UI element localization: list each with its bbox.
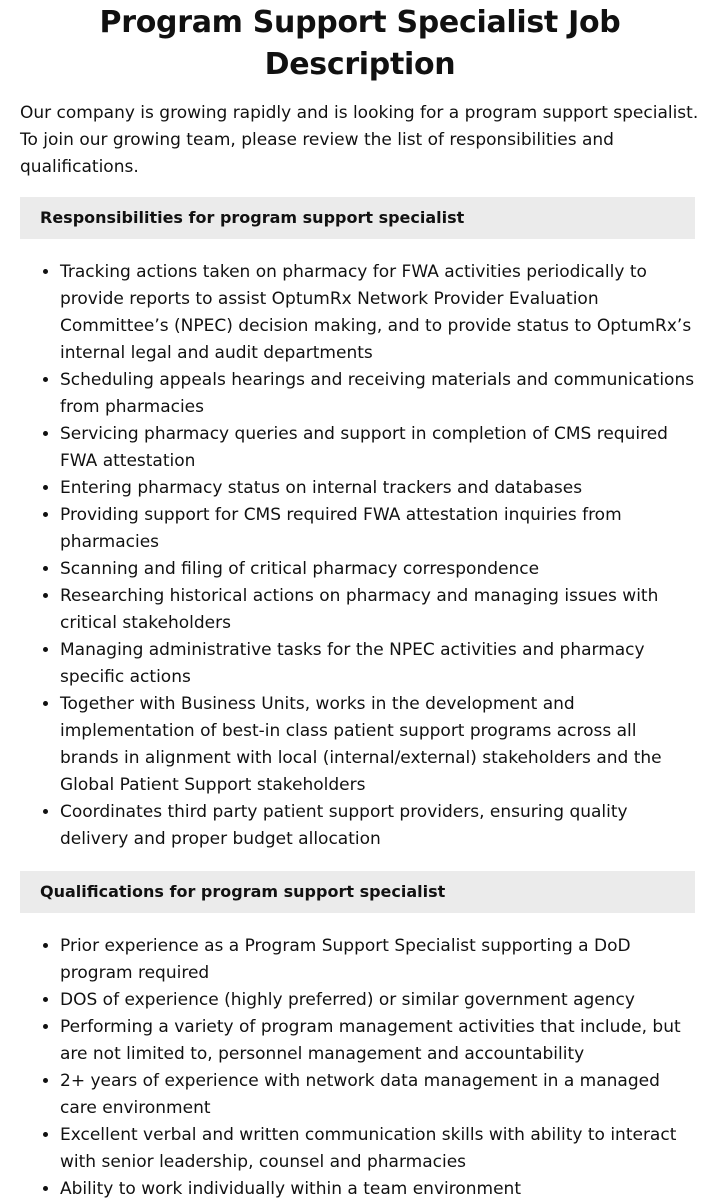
page-title: Program Support Specialist Job Description bbox=[99, 5, 621, 82]
list-item: • Prior experience as a Program Support Specialist supporting a DoD program required bbox=[60, 933, 695, 987]
list-item: • Servicing pharmacy queries and support in completion of CMS required FWA attestation bbox=[60, 421, 695, 475]
list-item: • Scanning and filing of critical pharmacy correspondence bbox=[60, 556, 695, 583]
responsibilities-heading: Responsibilities for program support specialist bbox=[20, 197, 695, 239]
list-item: • Scheduling appeals hearings and receiving materials and communications from pharmacies bbox=[60, 367, 695, 421]
list-item: • 2+ years of experience with network data management in a managed care environment bbox=[60, 1068, 695, 1122]
qualifications-heading: Qualifications for program support specialist bbox=[20, 871, 695, 913]
list-item: • Managing administrative tasks for the NPEC activities and pharmacy specific actions bbox=[60, 637, 695, 691]
list-item: • Performing a variety of program management activities that include, but are not limited to, personnel management and accountability bbox=[60, 1014, 695, 1068]
list-item: • Entering pharmacy status on internal trackers and databases bbox=[60, 475, 695, 502]
list-item: • DOS of experience (highly preferred) or similar government agency bbox=[60, 987, 695, 1014]
list-item: • Coordinates third party patient support providers, ensuring quality delivery and proper budget allocation bbox=[60, 799, 695, 853]
qualifications-list bbox=[20, 933, 695, 1203]
list-item: • Excellent verbal and written communication skills with ability to interact with senior leadership, counsel and pharmacies bbox=[60, 1122, 695, 1176]
list-item: • Ability to work individually within a team environment bbox=[60, 1176, 695, 1203]
list-item: • Researching historical actions on pharmacy and managing issues with critical stakeholders bbox=[60, 583, 695, 637]
responsibilities-list bbox=[20, 259, 695, 853]
list-item: • Tracking actions taken on pharmacy for FWA activities periodically to provide reports to assist OptumRx Network Provider Evaluation Committee’s (NPEC) decision making, and to provide status to OptumRx’s internal legal and audit departments bbox=[60, 259, 695, 367]
list-item: • Providing support for CMS required FWA attestation inquiries from pharmacies bbox=[60, 502, 695, 556]
intro-paragraph: Our company is growing rapidly and is looking for a program support specialist. To join our growing team, please review the list of responsibilities and qualifications. bbox=[20, 103, 699, 177]
list-item: • Together with Business Units, works in the development and implementation of best-in class patient support programs across all brands in alignment with local (internal/external) stakeholders and the Global Patient Support stakeholders bbox=[60, 691, 695, 799]
